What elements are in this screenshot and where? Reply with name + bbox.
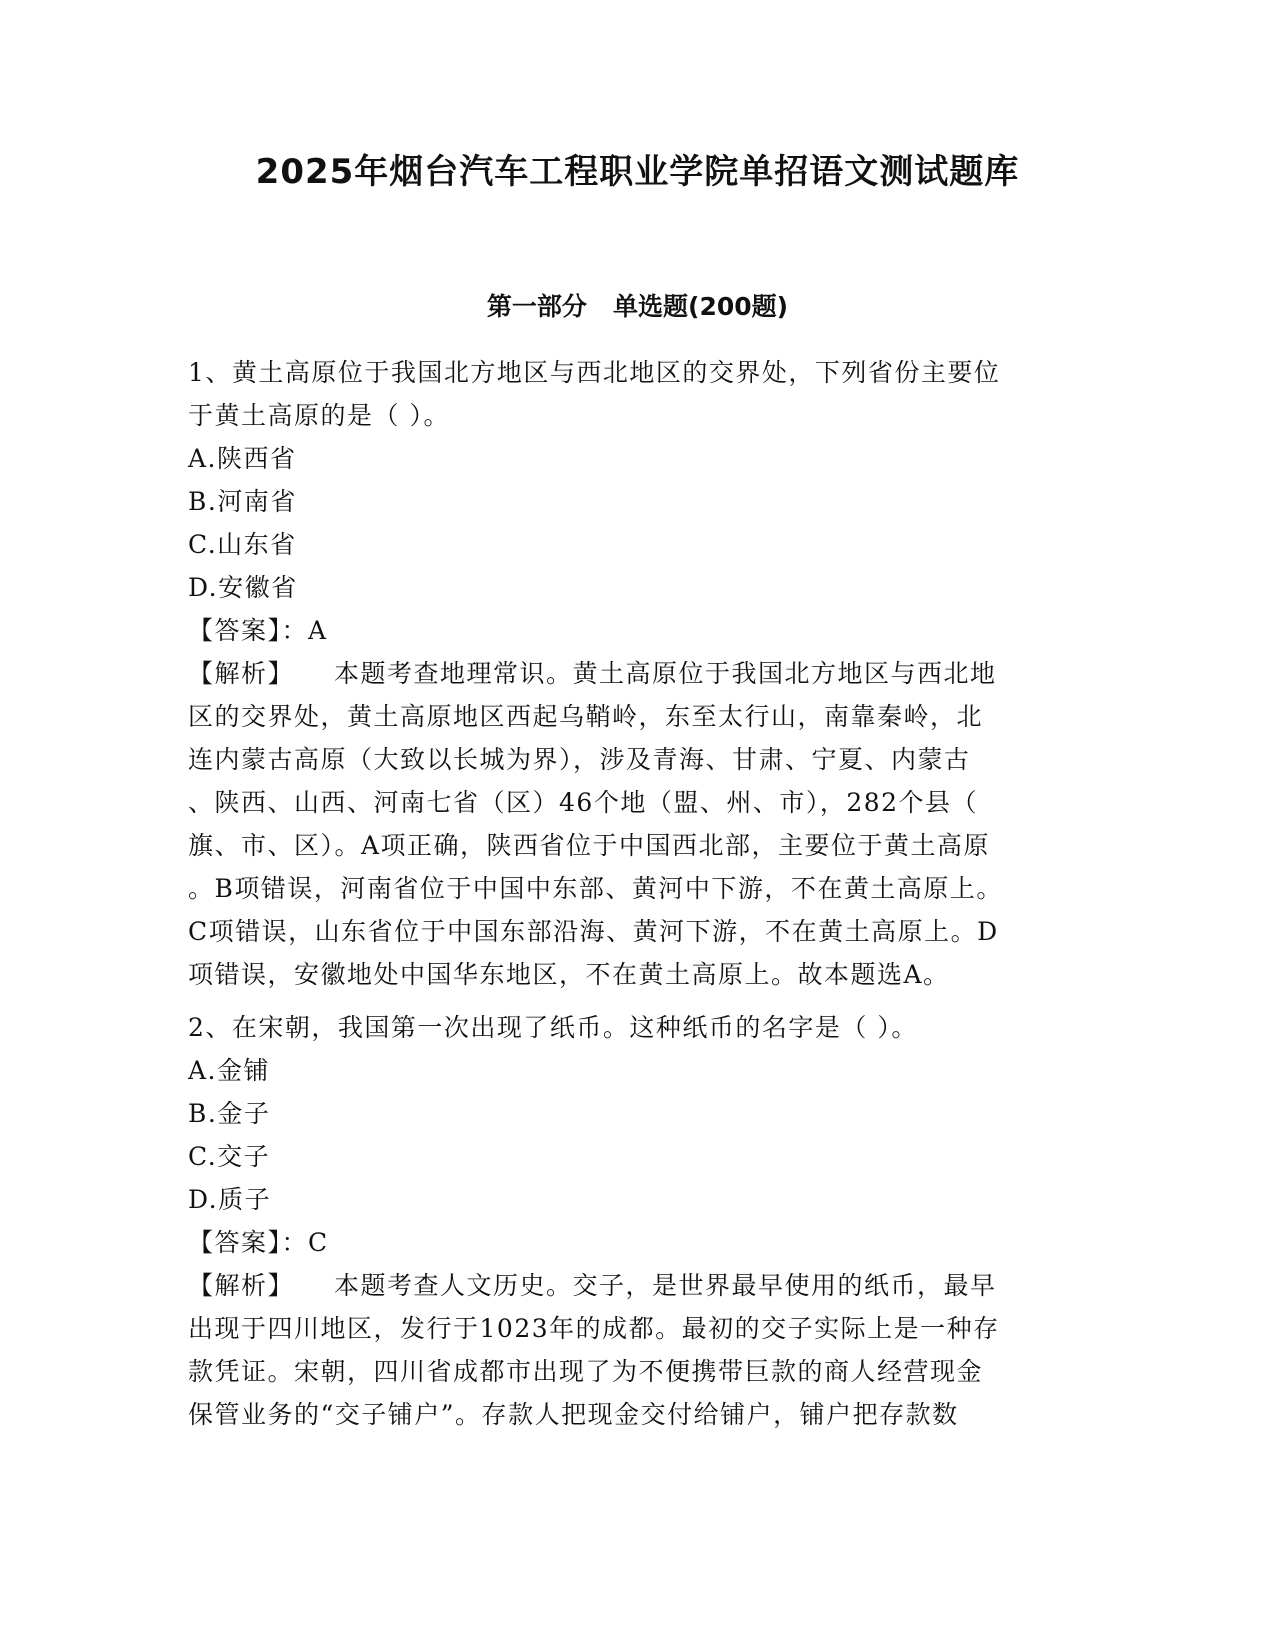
option-c: C.山东省 — [188, 530, 297, 559]
question-1 — [188, 351, 1078, 996]
answer-label: 【答案】： — [188, 616, 309, 645]
analysis-text: 款凭证。宋朝，四川省成都市出现了为不便携带巨款的商人经营现金 — [188, 1357, 984, 1386]
analysis-text: 区的交界处，黄土高原地区西起乌鞘岭，东至太行山，南靠秦岭，北 — [188, 702, 984, 731]
analysis-text: 连内蒙古高原（大致以长城为界），涉及青海、甘肃、宁夏、内蒙古 — [188, 745, 971, 774]
analysis-text: 保管业务的“交子铺户”。存款人把现金交付给铺户，铺户把存款数 — [188, 1400, 959, 1429]
answer-value: A — [308, 616, 328, 645]
analysis-line — [188, 652, 1078, 695]
answer-label: 【答案】： — [188, 1228, 309, 1257]
option-a: A.陕西省 — [188, 444, 297, 473]
question-2 — [188, 1006, 1078, 1436]
question-list — [188, 351, 1078, 1446]
analysis-text: C项错误，山东省位于中国东部沿海、黄河下游，不在黄土高原上。D — [188, 917, 999, 946]
analysis-text: 。B项错误，河南省位于中国中东部、黄河中下游，不在黄土高原上。 — [188, 874, 1003, 903]
option-d: D.质子 — [188, 1185, 272, 1214]
option-d: D.安徽省 — [188, 573, 298, 602]
analysis-label: 【解析】 — [188, 659, 295, 688]
option-b: B.金子 — [188, 1099, 271, 1128]
analysis-text: 本题考查地理常识。黄土高原位于我国北方地区与西北地 — [334, 659, 997, 688]
analysis-text: 、陕西、山西、河南七省（区）46个地（盟、州、市），282个县（ — [188, 788, 979, 817]
option-a: A.金铺 — [188, 1056, 271, 1085]
answer-line — [188, 609, 1078, 652]
analysis-text: 旗、市、区）。A项正确，陕西省位于中国西北部，主要位于黄土高原 — [188, 831, 991, 860]
question-stem-line: 2、在宋朝，我国第一次出现了纸币。这种纸币的名字是（ ）。 — [188, 1013, 918, 1042]
answer-value: C — [308, 1228, 329, 1257]
analysis-text: 项错误，安徽地处中国华东地区，不在黄土高原上。故本题选A。 — [188, 960, 950, 989]
option-c: C.交子 — [188, 1142, 271, 1171]
document-title: 2025年烟台汽车工程职业学院单招语文测试题库 — [255, 152, 1020, 192]
question-stem-line: 1、黄土高原位于我国北方地区与西北地区的交界处，下列省份主要位 — [188, 358, 1001, 387]
analysis-line — [188, 1264, 1078, 1307]
analysis-text: 出现于四川地区，发行于1023年的成都。最初的交子实际上是一种存 — [188, 1314, 1000, 1343]
section-title: 第一部分 单选题(200题) — [486, 292, 789, 321]
analysis-text: 本题考查人文历史。交子，是世界最早使用的纸币，最早 — [334, 1271, 997, 1300]
answer-line — [188, 1221, 1078, 1264]
analysis-label: 【解析】 — [188, 1271, 295, 1300]
question-stem-line: 于黄土高原的是（ ）。 — [188, 401, 450, 430]
option-b: B.河南省 — [188, 487, 297, 516]
